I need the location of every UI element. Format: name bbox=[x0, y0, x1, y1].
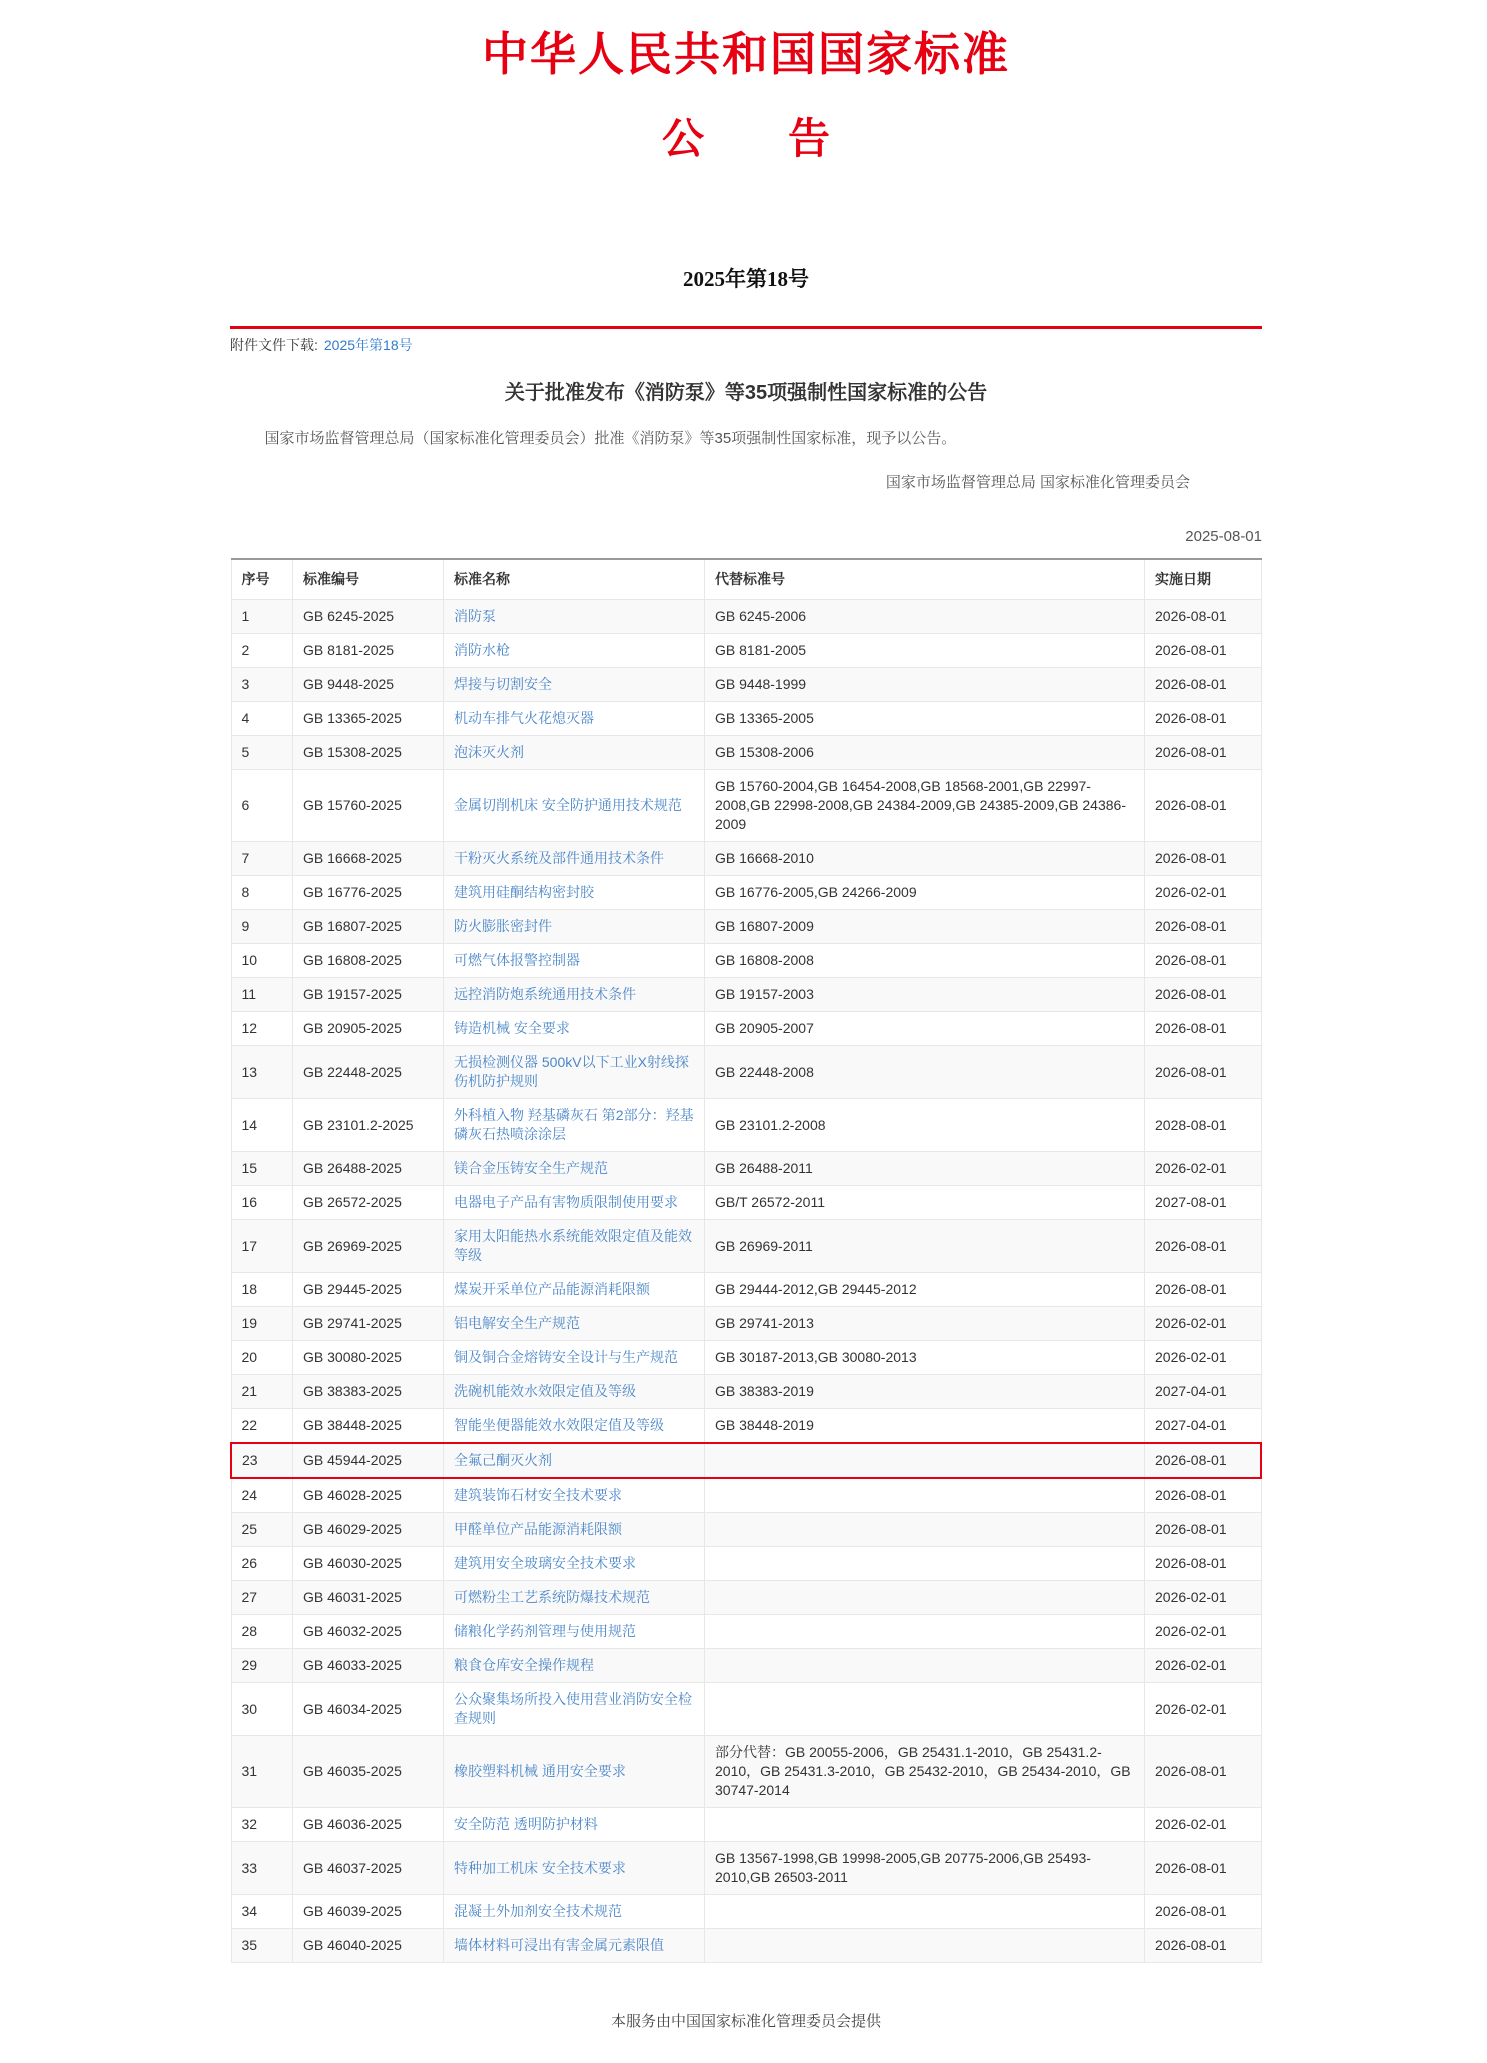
replaced-standards bbox=[705, 1929, 1145, 1963]
standard-code: GB 29445-2025 bbox=[293, 1273, 444, 1307]
replaced-standards bbox=[705, 1895, 1145, 1929]
implementation-date: 2026-02-01 bbox=[1145, 876, 1262, 910]
table-row bbox=[231, 1273, 1261, 1307]
standard-code: GB 26488-2025 bbox=[293, 1152, 444, 1186]
replaced-standards: GB 15308-2006 bbox=[705, 736, 1145, 770]
implementation-date: 2028-08-01 bbox=[1145, 1099, 1262, 1152]
standard-name-cell bbox=[444, 1683, 705, 1736]
implementation-date: 2026-02-01 bbox=[1145, 1307, 1262, 1341]
table-row bbox=[231, 1547, 1261, 1581]
row-number: 10 bbox=[231, 944, 293, 978]
implementation-date: 2026-08-01 bbox=[1145, 1478, 1262, 1513]
issue-date: 2025-08-01 bbox=[1185, 528, 1262, 545]
standard-name-cell bbox=[444, 736, 705, 770]
standard-name-link[interactable]: 储粮化学药剂管理与使用规范 bbox=[454, 1623, 636, 1639]
implementation-date: 2026-08-01 bbox=[1145, 978, 1262, 1012]
row-number: 34 bbox=[231, 1895, 293, 1929]
standard-code: GB 46040-2025 bbox=[293, 1929, 444, 1963]
standard-name-link[interactable]: 橡胶塑料机械 通用安全要求 bbox=[454, 1763, 626, 1779]
standard-name-cell bbox=[444, 978, 705, 1012]
row-number: 35 bbox=[231, 1929, 293, 1963]
row-number: 24 bbox=[231, 1478, 293, 1513]
table-row bbox=[231, 634, 1261, 668]
implementation-date: 2026-08-01 bbox=[1145, 1513, 1262, 1547]
standard-name-link[interactable]: 焊接与切割安全 bbox=[454, 676, 552, 692]
standard-code: GB 46037-2025 bbox=[293, 1842, 444, 1895]
implementation-date: 2026-08-01 bbox=[1145, 910, 1262, 944]
standard-name-link[interactable]: 泡沫灭火剂 bbox=[454, 744, 524, 760]
standard-code: GB 46035-2025 bbox=[293, 1736, 444, 1808]
header-code: 标准编号 bbox=[293, 559, 444, 600]
doc-number: 2025年第18号 bbox=[683, 267, 809, 291]
implementation-date: 2026-08-01 bbox=[1145, 770, 1262, 842]
row-number: 4 bbox=[231, 702, 293, 736]
standard-name-cell bbox=[444, 1513, 705, 1547]
replaced-standards: GB 16808-2008 bbox=[705, 944, 1145, 978]
row-number: 23 bbox=[231, 1443, 293, 1478]
standard-name-cell bbox=[444, 1012, 705, 1046]
replaced-standards: GB 38448-2019 bbox=[705, 1409, 1145, 1444]
row-number: 12 bbox=[231, 1012, 293, 1046]
implementation-date: 2026-08-01 bbox=[1145, 1046, 1262, 1099]
table-row bbox=[231, 842, 1261, 876]
standard-code: GB 46039-2025 bbox=[293, 1895, 444, 1929]
row-number: 25 bbox=[231, 1513, 293, 1547]
standard-name-link[interactable]: 消防泵 bbox=[454, 608, 496, 624]
standard-name-link[interactable]: 金属切削机床 安全防护通用技术规范 bbox=[454, 797, 682, 813]
row-number: 33 bbox=[231, 1842, 293, 1895]
table-row bbox=[231, 978, 1261, 1012]
standard-code: GB 26969-2025 bbox=[293, 1220, 444, 1273]
standard-name-cell bbox=[444, 1929, 705, 1963]
replaced-standards bbox=[705, 1478, 1145, 1513]
row-number: 27 bbox=[231, 1581, 293, 1615]
replaced-standards: GB 19157-2003 bbox=[705, 978, 1145, 1012]
table-row bbox=[231, 910, 1261, 944]
standard-code: GB 13365-2025 bbox=[293, 702, 444, 736]
implementation-date: 2026-08-01 bbox=[1145, 1547, 1262, 1581]
standard-name-cell bbox=[444, 1547, 705, 1581]
header-date: 实施日期 bbox=[1145, 559, 1262, 600]
row-number: 31 bbox=[231, 1736, 293, 1808]
standard-code: GB 46031-2025 bbox=[293, 1581, 444, 1615]
standard-name-cell bbox=[444, 1152, 705, 1186]
standards-table-body bbox=[231, 600, 1261, 1963]
table-row bbox=[231, 1895, 1261, 1929]
standard-name-link[interactable]: 安全防范 透明防护材料 bbox=[454, 1816, 598, 1832]
standard-code: GB 46028-2025 bbox=[293, 1478, 444, 1513]
table-row bbox=[231, 1307, 1261, 1341]
replaced-standards: GB 16807-2009 bbox=[705, 910, 1145, 944]
standard-code: GB 9448-2025 bbox=[293, 668, 444, 702]
implementation-date: 2026-08-01 bbox=[1145, 1736, 1262, 1808]
footer-text: 本服务由中国国家标准化管理委员会提供 bbox=[610, 2013, 881, 2030]
implementation-date: 2026-08-01 bbox=[1145, 600, 1262, 634]
standard-name-link[interactable]: 干粉灭火系统及部件通用技术条件 bbox=[454, 850, 664, 866]
row-number: 22 bbox=[231, 1409, 293, 1444]
standard-name-cell bbox=[444, 1736, 705, 1808]
implementation-date: 2026-08-01 bbox=[1145, 1929, 1262, 1963]
row-number: 30 bbox=[231, 1683, 293, 1736]
row-number: 29 bbox=[231, 1649, 293, 1683]
row-number: 19 bbox=[231, 1307, 293, 1341]
table-row bbox=[231, 1513, 1261, 1547]
implementation-date: 2026-02-01 bbox=[1145, 1649, 1262, 1683]
attachment-label: 附件文件下载: bbox=[230, 337, 318, 353]
standard-name-link[interactable]: 智能坐便器能效水效限定值及等级 bbox=[454, 1417, 664, 1433]
standard-name-link[interactable]: 建筑用硅酮结构密封胶 bbox=[454, 884, 594, 900]
standard-name-cell bbox=[444, 668, 705, 702]
row-number: 32 bbox=[231, 1808, 293, 1842]
replaced-standards: GB 38383-2019 bbox=[705, 1375, 1145, 1409]
standard-name-link[interactable]: 防火膨胀密封件 bbox=[454, 918, 552, 934]
row-number: 9 bbox=[231, 910, 293, 944]
standard-name-link[interactable]: 公众聚集场所投入使用营业消防安全检查规则 bbox=[454, 1691, 692, 1726]
standard-code: GB 19157-2025 bbox=[293, 978, 444, 1012]
row-number: 28 bbox=[231, 1615, 293, 1649]
implementation-date: 2026-08-01 bbox=[1145, 944, 1262, 978]
row-number: 6 bbox=[231, 770, 293, 842]
replaced-standards: GB 16668-2010 bbox=[705, 842, 1145, 876]
standard-name-link[interactable]: 特种加工机床 安全技术要求 bbox=[454, 1859, 626, 1876]
standard-name-cell bbox=[444, 1649, 705, 1683]
standard-code: GB 16807-2025 bbox=[293, 910, 444, 944]
table-row bbox=[231, 1012, 1261, 1046]
implementation-date: 2026-08-01 bbox=[1145, 1220, 1262, 1273]
standard-name-cell bbox=[444, 1220, 705, 1273]
standard-code: GB 46034-2025 bbox=[293, 1683, 444, 1736]
standard-name-link[interactable]: 铝电解安全生产规范 bbox=[454, 1315, 580, 1331]
standard-code: GB 16808-2025 bbox=[293, 944, 444, 978]
row-number: 26 bbox=[231, 1547, 293, 1581]
standard-name-cell bbox=[444, 1443, 705, 1478]
implementation-date: 2026-08-01 bbox=[1145, 1895, 1262, 1929]
replaced-standards: GB 16776-2005,GB 24266-2009 bbox=[705, 876, 1145, 910]
table-row bbox=[231, 1152, 1261, 1186]
standard-code: GB 46036-2025 bbox=[293, 1808, 444, 1842]
table-row bbox=[231, 1683, 1261, 1736]
standard-name-link[interactable]: 建筑用安全玻璃安全技术要求 bbox=[454, 1555, 636, 1571]
standard-name-cell bbox=[444, 1375, 705, 1409]
replaced-standards: GB 22448-2008 bbox=[705, 1046, 1145, 1099]
implementation-date: 2026-02-01 bbox=[1145, 1615, 1262, 1649]
row-number: 14 bbox=[231, 1099, 293, 1152]
header-no: 序号 bbox=[231, 559, 293, 600]
implementation-date: 2026-08-01 bbox=[1145, 702, 1262, 736]
standard-code: GB 16776-2025 bbox=[293, 876, 444, 910]
row-number: 16 bbox=[231, 1186, 293, 1220]
standard-name-link[interactable]: 外科植入物 羟基磷灰石 第2部分：羟基磷灰石热喷涂涂层 bbox=[454, 1107, 694, 1142]
implementation-date: 2026-02-01 bbox=[1145, 1808, 1262, 1842]
table-row bbox=[231, 600, 1261, 634]
table-row bbox=[231, 1929, 1261, 1963]
replaced-standards: GB 26488-2011 bbox=[705, 1152, 1145, 1186]
table-row bbox=[231, 1375, 1261, 1409]
standard-name-cell bbox=[444, 634, 705, 668]
standard-name-cell bbox=[444, 876, 705, 910]
standard-code: GB 38448-2025 bbox=[293, 1409, 444, 1444]
table-row bbox=[231, 770, 1261, 842]
table-row bbox=[231, 1649, 1261, 1683]
table-row bbox=[231, 1220, 1261, 1273]
table-row bbox=[231, 1341, 1261, 1375]
standard-name-cell bbox=[444, 1307, 705, 1341]
announcement-title: 关于批准发布《消防泵》等35项强制性国家标准的公告 bbox=[504, 382, 988, 404]
replaced-standards: GB 9448-1999 bbox=[705, 668, 1145, 702]
standards-table bbox=[230, 558, 1262, 1963]
standard-name-link[interactable]: 镁合金压铸安全生产规范 bbox=[454, 1160, 608, 1176]
replaced-standards: GB 15760-2004,GB 16454-2008,GB 18568-2001,GB 22997-2008,GB 22998-2008,GB 24384-2009,GB 24385-2009,GB 24386-2009 bbox=[705, 770, 1145, 842]
row-number: 15 bbox=[231, 1152, 293, 1186]
implementation-date: 2026-08-01 bbox=[1145, 668, 1262, 702]
implementation-date: 2026-02-01 bbox=[1145, 1341, 1262, 1375]
replaced-standards: GB 23101.2-2008 bbox=[705, 1099, 1145, 1152]
table-row bbox=[231, 944, 1261, 978]
row-number: 3 bbox=[231, 668, 293, 702]
announcement-body: 国家市场监督管理总局（国家标准化管理委员会）批准《消防泵》等35项强制性国家标准，现予以公告。 bbox=[264, 430, 957, 447]
issuer-signature: 国家市场监督管理总局 国家标准化管理委员会 bbox=[885, 474, 1190, 491]
row-number: 17 bbox=[231, 1220, 293, 1273]
header-row bbox=[231, 559, 1261, 600]
standard-name-link[interactable]: 铜及铜合金熔铸安全设计与生产规范 bbox=[454, 1349, 678, 1365]
replaced-standards: GB 29741-2013 bbox=[705, 1307, 1145, 1341]
standard-name-cell bbox=[444, 1615, 705, 1649]
standard-name-link[interactable]: 洗碗机能效水效限定值及等级 bbox=[454, 1383, 636, 1399]
standard-name-link[interactable]: 无损检测仪器 500kV以下工业X射线探伤机防护规则 bbox=[454, 1054, 689, 1089]
table-row bbox=[231, 1186, 1261, 1220]
page-container bbox=[230, 0, 1262, 2063]
standard-name-cell bbox=[444, 770, 705, 842]
standard-code: GB 16668-2025 bbox=[293, 842, 444, 876]
standard-name-link[interactable]: 可燃粉尘工艺系统防爆技术规范 bbox=[454, 1589, 650, 1605]
standard-code: GB 26572-2025 bbox=[293, 1186, 444, 1220]
implementation-date: 2026-08-01 bbox=[1145, 1842, 1262, 1895]
replaced-standards: GB 26969-2011 bbox=[705, 1220, 1145, 1273]
header-replaced: 代替标准号 bbox=[705, 559, 1145, 600]
standard-code: GB 6245-2025 bbox=[293, 600, 444, 634]
standard-name-cell bbox=[444, 910, 705, 944]
standard-code: GB 29741-2025 bbox=[293, 1307, 444, 1341]
implementation-date: 2026-02-01 bbox=[1145, 1581, 1262, 1615]
replaced-standards bbox=[705, 1581, 1145, 1615]
standard-name-link[interactable]: 甲醛单位产品能源消耗限额 bbox=[454, 1521, 622, 1537]
replaced-standards: GB 6245-2006 bbox=[705, 600, 1145, 634]
replaced-standards bbox=[705, 1547, 1145, 1581]
implementation-date: 2026-08-01 bbox=[1145, 634, 1262, 668]
standard-name-link[interactable]: 建筑装饰石材安全技术要求 bbox=[454, 1487, 622, 1503]
standard-code: GB 8181-2025 bbox=[293, 634, 444, 668]
standard-name-cell bbox=[444, 944, 705, 978]
replaced-standards bbox=[705, 1513, 1145, 1547]
standards-table-header bbox=[231, 559, 1261, 600]
implementation-date: 2027-04-01 bbox=[1145, 1409, 1262, 1444]
table-row bbox=[231, 1736, 1261, 1808]
replaced-standards: GB 8181-2005 bbox=[705, 634, 1145, 668]
standard-name-link[interactable]: 机动车排气火花熄灭器 bbox=[454, 710, 594, 726]
replaced-standards: 部分代替：GB 20055-2006，GB 25431.1-2010，GB 25431.2-2010，GB 25431.3-2010，GB 25432-2010，GB 25434-2010，GB 30747-2014 bbox=[705, 1736, 1145, 1808]
standard-code: GB 30080-2025 bbox=[293, 1341, 444, 1375]
header-name: 标准名称 bbox=[444, 559, 705, 600]
standard-name-cell bbox=[444, 1341, 705, 1375]
implementation-date: 2026-08-01 bbox=[1145, 842, 1262, 876]
row-number: 1 bbox=[231, 600, 293, 634]
replaced-standards bbox=[705, 1683, 1145, 1736]
standard-name-cell bbox=[444, 1895, 705, 1929]
standard-name-cell bbox=[444, 1808, 705, 1842]
replaced-standards bbox=[705, 1443, 1145, 1478]
standard-name-cell bbox=[444, 1046, 705, 1099]
row-number: 8 bbox=[231, 876, 293, 910]
standard-code: GB 23101.2-2025 bbox=[293, 1099, 444, 1152]
attachment-download-link[interactable]: 2025年第18号 bbox=[323, 337, 413, 353]
standard-name-link[interactable]: 煤炭开采单位产品能源消耗限额 bbox=[454, 1281, 650, 1297]
replaced-standards: GB 13365-2005 bbox=[705, 702, 1145, 736]
standard-name-link[interactable]: 全氟己酮灭火剂 bbox=[454, 1452, 552, 1468]
standard-name-link[interactable]: 铸造机械 安全要求 bbox=[454, 1020, 570, 1036]
standard-name-link[interactable]: 粮食仓库安全操作规程 bbox=[454, 1657, 594, 1673]
table-row bbox=[231, 1046, 1261, 1099]
implementation-date: 2026-02-01 bbox=[1145, 1683, 1262, 1736]
standard-name-cell bbox=[444, 1581, 705, 1615]
standard-code: GB 46030-2025 bbox=[293, 1547, 444, 1581]
table-row bbox=[231, 876, 1261, 910]
standard-name-cell bbox=[444, 1099, 705, 1152]
standard-name-cell bbox=[444, 1478, 705, 1513]
standard-code: GB 46032-2025 bbox=[293, 1615, 444, 1649]
table-row bbox=[231, 1615, 1261, 1649]
attachment-row bbox=[230, 329, 1262, 354]
table-row bbox=[231, 668, 1261, 702]
implementation-date: 2026-08-01 bbox=[1145, 736, 1262, 770]
standard-name-link[interactable]: 远控消防炮系统通用技术条件 bbox=[454, 986, 636, 1002]
replaced-standards: GB 13567-1998,GB 19998-2005,GB 20775-2006,GB 25493-2010,GB 26503-2011 bbox=[705, 1842, 1145, 1895]
standard-code: GB 20905-2025 bbox=[293, 1012, 444, 1046]
table-row bbox=[231, 1409, 1261, 1444]
table-row bbox=[231, 736, 1261, 770]
standard-name-cell bbox=[444, 1273, 705, 1307]
implementation-date: 2027-08-01 bbox=[1145, 1186, 1262, 1220]
standard-name-cell bbox=[444, 1186, 705, 1220]
page-title: 中华人民共和国国家标准 bbox=[482, 29, 1010, 80]
standard-name-cell bbox=[444, 1842, 705, 1895]
standard-name-cell bbox=[444, 1409, 705, 1444]
table-row bbox=[231, 1478, 1261, 1513]
row-number: 2 bbox=[231, 634, 293, 668]
table-row bbox=[231, 1808, 1261, 1842]
standard-code: GB 45944-2025 bbox=[293, 1443, 444, 1478]
row-number: 11 bbox=[231, 978, 293, 1012]
announcement-label: 公 告 bbox=[661, 117, 830, 163]
standard-code: GB 38383-2025 bbox=[293, 1375, 444, 1409]
standard-name-cell bbox=[444, 702, 705, 736]
replaced-standards: GB/T 26572-2011 bbox=[705, 1186, 1145, 1220]
implementation-date: 2026-08-01 bbox=[1145, 1443, 1262, 1478]
row-number: 20 bbox=[231, 1341, 293, 1375]
row-number: 13 bbox=[231, 1046, 293, 1099]
standard-name-link[interactable]: 可燃气体报警控制器 bbox=[454, 952, 580, 968]
standard-code: GB 22448-2025 bbox=[293, 1046, 444, 1099]
implementation-date: 2027-04-01 bbox=[1145, 1375, 1262, 1409]
standard-name-link[interactable]: 混凝土外加剂安全技术规范 bbox=[454, 1903, 622, 1919]
standard-name-link[interactable]: 家用太阳能热水系统能效限定值及能效等级 bbox=[454, 1228, 692, 1263]
row-number: 18 bbox=[231, 1273, 293, 1307]
standard-code: GB 46029-2025 bbox=[293, 1513, 444, 1547]
standard-code: GB 15760-2025 bbox=[293, 770, 444, 842]
replaced-standards bbox=[705, 1649, 1145, 1683]
standard-name-link[interactable]: 墙体材料可浸出有害金属元素限值 bbox=[454, 1937, 664, 1953]
standard-code: GB 15308-2025 bbox=[293, 736, 444, 770]
row-number: 5 bbox=[231, 736, 293, 770]
replaced-standards bbox=[705, 1615, 1145, 1649]
standard-code: GB 46033-2025 bbox=[293, 1649, 444, 1683]
replaced-standards: GB 30187-2013,GB 30080-2013 bbox=[705, 1341, 1145, 1375]
standard-name-link[interactable]: 电器电子产品有害物质限制使用要求 bbox=[454, 1194, 678, 1210]
standard-name-link[interactable]: 消防水枪 bbox=[454, 642, 510, 658]
table-row bbox=[231, 1443, 1261, 1478]
row-number: 7 bbox=[231, 842, 293, 876]
table-row bbox=[231, 1581, 1261, 1615]
replaced-standards: GB 20905-2007 bbox=[705, 1012, 1145, 1046]
table-row bbox=[231, 1842, 1261, 1895]
table-row bbox=[231, 1099, 1261, 1152]
standard-name-cell bbox=[444, 600, 705, 634]
standard-name-cell bbox=[444, 842, 705, 876]
replaced-standards: GB 29444-2012,GB 29445-2012 bbox=[705, 1273, 1145, 1307]
implementation-date: 2026-02-01 bbox=[1145, 1152, 1262, 1186]
implementation-date: 2026-08-01 bbox=[1145, 1273, 1262, 1307]
table-row bbox=[231, 702, 1261, 736]
row-number: 21 bbox=[231, 1375, 293, 1409]
implementation-date: 2026-08-01 bbox=[1145, 1012, 1262, 1046]
replaced-standards bbox=[705, 1808, 1145, 1842]
